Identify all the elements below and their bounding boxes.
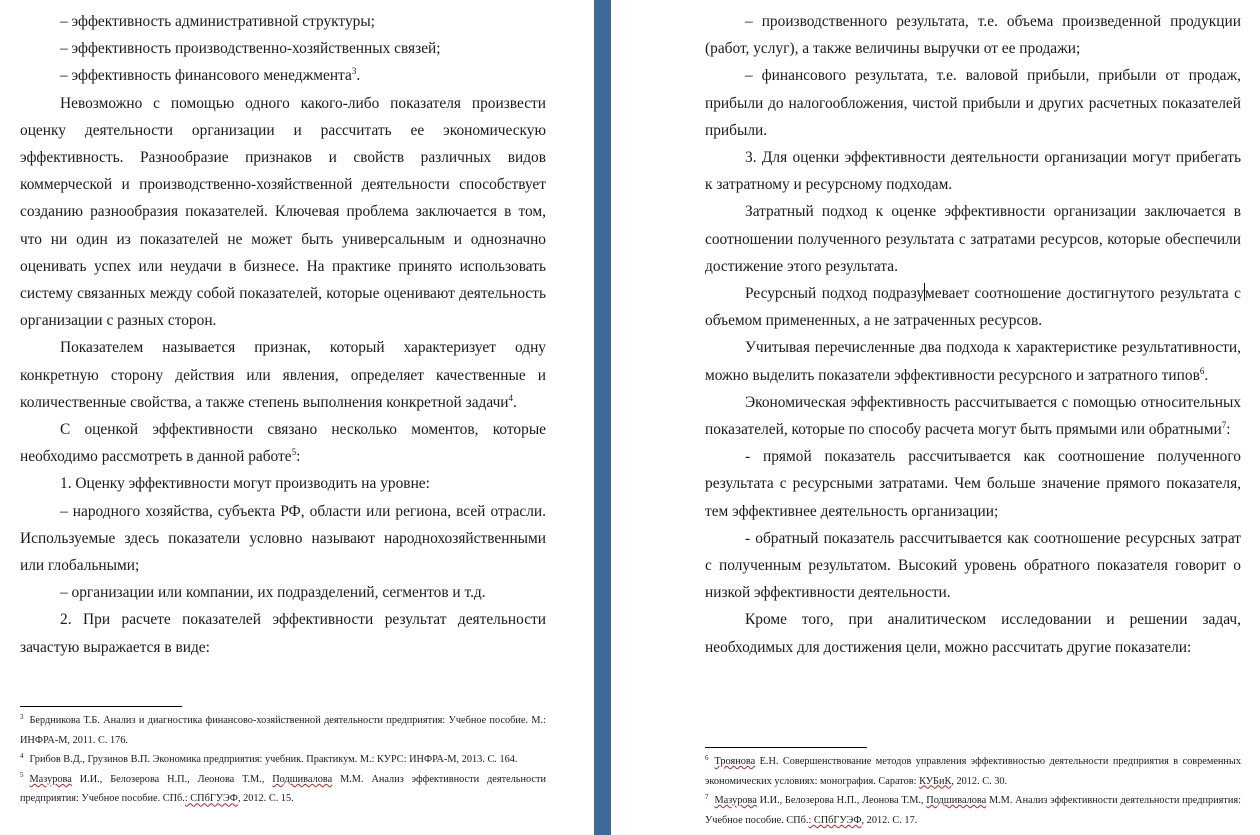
paragraph[interactable]: – организации или компании, их подразделений, сегментов и т.д. [60, 584, 486, 602]
footnote-text: М.М. Анализ эффективности деятельности предприятия: Учебное пособие. СПб. [20, 773, 546, 805]
footnote-number: 7 [705, 792, 709, 801]
paragraph[interactable]: – финансового результата, т.е. валовой прибыли, прибыли от продаж, прибыли до налогообложения, чистой прибыли и других расчетных показателей прибыли. [705, 67, 1241, 139]
spellcheck-word[interactable]: : СПбГУЭФ [184, 793, 238, 805]
paragraph[interactable]: Затратный подход к оценке эффективности организации заключается в соотношении полученного результата с затратами ресурсов, которые обеспечили достижение этого результата. [705, 203, 1241, 275]
document-page-left[interactable] [0, 0, 594, 835]
paragraph-text: Ресурсный подход подразу [745, 285, 925, 303]
paragraph-tail: : [296, 448, 301, 466]
paragraph[interactable]: Кроме того, при аналитическом исследовании и решении задач, необходимых для достижения цели, можно рассчитать другие показатели: [705, 611, 1241, 656]
footnote[interactable] [20, 750, 546, 770]
footnote-ref[interactable]: 7 [1221, 419, 1227, 430]
paragraph-tail: : [1226, 421, 1231, 439]
paragraph-text: Экономическая эффективность рассчитывается с помощью относительных показателей, которые по способу расчета могут быть прямыми или обратными [705, 393, 1241, 439]
footnote-separator [20, 706, 182, 707]
footnote-text: И.И., Белозерова Н.П., Леонова Т.М., [756, 795, 927, 807]
workspace-gap [594, 0, 611, 835]
paragraph[interactable]: - прямой показатель рассчитывается как соотношение полученного результата с ресурсными затратами. Чем больше значение прямого показателя, тем эффективнее деятельность организации; [705, 448, 1241, 520]
footnote-ref[interactable]: 4 [508, 392, 514, 403]
footnote[interactable] [705, 752, 1241, 791]
footnote-number: 3 [20, 712, 24, 721]
paragraph-text: мевает соотношение достигнутого результата с объемом примененных, а не затраченных ресурсов. [705, 285, 1241, 330]
footnote-number: 6 [705, 753, 709, 762]
footnote-text: , 2012. С. 17. [861, 814, 918, 826]
footnotes [20, 706, 546, 809]
spellcheck-word[interactable]: Мазурова [714, 795, 757, 807]
spellcheck-word[interactable]: КУБиК [919, 775, 952, 787]
paragraph[interactable] [705, 389, 1241, 443]
footnote-text: Е.Н. Совершенствование методов управления эффективностью деятельности предприятия в современных экономических условиях: монография. Саратов: [705, 756, 1241, 787]
spellcheck-word[interactable]: Подшивалова [272, 773, 333, 785]
footnote-text: , 2012. С. 30. [951, 775, 1008, 787]
paragraph[interactable] [705, 280, 1241, 334]
footnote-number: 4 [20, 751, 24, 760]
paragraph[interactable]: Невозможно с помощью одного какого-либо показателя произвести оценку деятельности организации и рассчитать ее экономическую эффективность. Разнообразие признаков и свойств различных видов коммерческой и производственно-хозяйственной деятельности способствует созданию разнообразия показателей. Ключевая проблема заключается в том, что ни один из показателей не может быть универсальным и однозначно оценивать успех или неудачи в бизнесе. На практике принято использовать систему связанных между собой показателей, которые оценивают деятельность организации с разных сторон. [20, 94, 546, 330]
footnote-text: Грибов В.Д., Грузинов В.П. Экономика предприятия: учебник. Практикум. М.: КУРС: ИНФРА-М, 2013. С. 164. [29, 754, 518, 766]
footnote-text: , 2012. С. 15. [237, 793, 294, 805]
paragraph[interactable] [20, 62, 546, 89]
footnote-separator [705, 747, 867, 748]
paragraph[interactable] [20, 416, 546, 470]
footnote-number: 5 [20, 771, 24, 780]
spellcheck-word[interactable]: : СПбГУЭФ [808, 814, 862, 826]
paragraph[interactable]: – производственного результата, т.е. объема произведенной продукции (работ, услуг), а также величины выручки от ее продажи; [705, 13, 1241, 58]
paragraph[interactable] [705, 334, 1241, 388]
footnote-ref[interactable]: 3 [351, 66, 357, 77]
paragraph-text: С оценкой эффективности связано несколько моментов, которые необходимо рассмотреть в данной работе [20, 421, 546, 466]
paragraph[interactable]: - обратный показатель рассчитывается как соотношение ресурсных затрат с полученным результатом. Высокий уровень обратного показателя говорит о низкой эффективности деятельности. [705, 529, 1241, 602]
paragraph[interactable] [20, 334, 546, 416]
paragraph[interactable]: – эффективность административной структуры; [60, 13, 375, 30]
paragraph[interactable]: 3. Для оценки эффективности деятельности организации могут прибегать к затратному и ресурсному подходам. [705, 149, 1241, 194]
spellcheck-word[interactable]: Мазурова [29, 773, 72, 785]
footnote[interactable] [20, 770, 546, 809]
footnote-text: И.И., Белозерова Н.П., Леонова Т.М., [71, 773, 273, 785]
paragraph-text: – эффективность финансового менеджмента [60, 67, 352, 85]
paragraph[interactable]: – эффективность производственно-хозяйственных связей; [60, 40, 441, 58]
paragraph-tail: . [1204, 366, 1209, 384]
paragraph-tail: . [513, 393, 517, 411]
spellcheck-word[interactable]: Подшивалова [926, 795, 987, 807]
footnote-ref[interactable]: 6 [1199, 365, 1205, 376]
body-text[interactable] [20, 8, 546, 661]
paragraph-text: Показателем называется признак, который характеризует одну конкретную сторону действия или явления, определяет качественные и количественные свойства, а также степень выполнения конкретной задачи [20, 339, 546, 411]
spellcheck-word[interactable]: Троянова [714, 756, 756, 767]
footnotes [705, 747, 1241, 830]
footnote[interactable] [20, 711, 546, 750]
paragraph[interactable]: 1. Оценку эффективности могут производить на уровне: [60, 475, 430, 493]
paragraph[interactable]: 2. При расчете показателей эффективности результат деятельности зачастую выражается в виде: [20, 611, 546, 656]
footnote-text: Бердникова Т.Б. Анализ и диагностика финансово-хозяйственной деятельности предприятия: Учебное пособие. М.: ИНФРА-М, 2011. С. 176. [20, 715, 546, 746]
footnote[interactable] [705, 791, 1241, 830]
body-text[interactable] [705, 8, 1241, 661]
footnote-text: М.М. Анализ эффективности деятельности предприятия: Учебное пособие. СПб. [705, 795, 1241, 826]
document-page-right[interactable] [611, 0, 1260, 835]
paragraph-text: Учитывая перечисленные два подхода к характеристике результативности, можно выделить показатели эффективности ресурсного и затратного типов [705, 339, 1241, 384]
paragraph[interactable]: – народного хозяйства, субъекта РФ, области или региона, всей отрасли. Используемые здесь показатели условно называют народнохозяйственными или глобальными; [20, 502, 546, 575]
paragraph-tail: . [356, 67, 361, 85]
footnote-ref[interactable]: 5 [291, 447, 297, 458]
